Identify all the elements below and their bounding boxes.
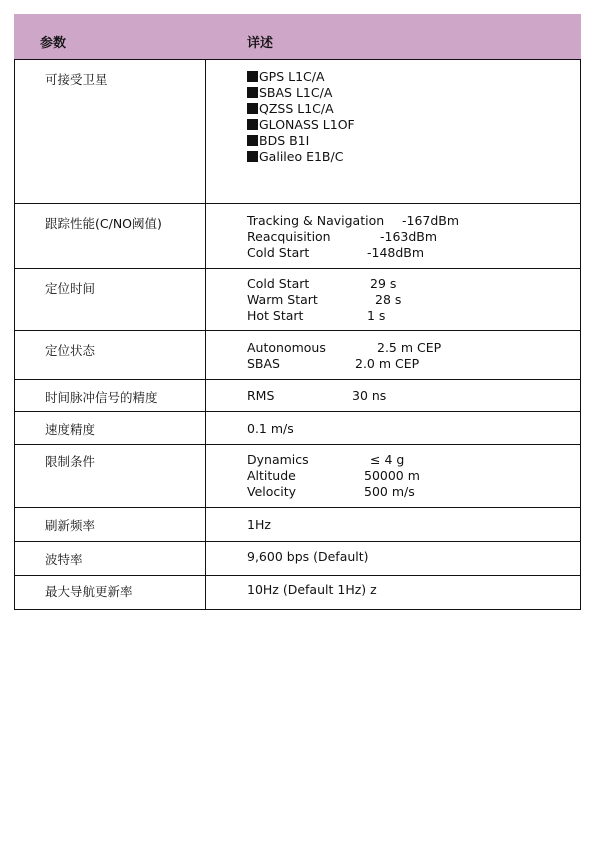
list-item: GPS L1C/A: [247, 69, 355, 85]
row-value: 10Hz (Default 1Hz) z: [247, 582, 377, 597]
row-value: 1Hz: [247, 517, 271, 532]
list-item: SBAS L1C/A: [247, 85, 355, 101]
row-value: Dynamics ≤ 4 g Altitude 50000 m Velocity 500 m/s: [247, 452, 420, 499]
table-row: [15, 379, 580, 411]
row-value: Cold Start 29 s Warm Start 28 s Hot Start 1 s: [247, 276, 402, 323]
square-bullet-icon: [247, 119, 258, 130]
row-value: 0.1 m/s: [247, 421, 294, 436]
table-row: [15, 541, 580, 575]
row-value: Autonomous 2.5 m CEP SBAS 2.0 m CEP: [247, 340, 442, 371]
table-row: [15, 268, 580, 330]
list-item: Galileo E1B/C: [247, 149, 355, 165]
row-label: 最大导航更新率: [45, 584, 133, 599]
table-row: [15, 203, 580, 268]
row-value: Tracking & Navigation -167dBm Reacquisition -163dBm Cold Start -148dBm: [247, 213, 460, 260]
square-bullet-icon: [247, 135, 258, 146]
row-label: 定位时间: [45, 281, 96, 296]
square-bullet-icon: [247, 103, 258, 114]
table-header: [14, 14, 581, 59]
row-value: RMS 30 ns: [247, 388, 387, 403]
satellite-list: [247, 69, 355, 165]
row-label: 时间脉冲信号的精度: [45, 390, 158, 405]
table-row: [15, 507, 580, 541]
param-column-header: 参数: [40, 36, 67, 51]
square-bullet-icon: [247, 87, 258, 98]
row-label: 可接受卫星: [45, 72, 108, 87]
desc-column-header: 详述: [247, 36, 274, 51]
row-label: 刷新频率: [45, 518, 96, 533]
row-label: 定位状态: [45, 343, 96, 358]
row-value: 9,600 bps (Default): [247, 549, 369, 564]
square-bullet-icon: [247, 71, 258, 82]
spec-table: [14, 59, 581, 610]
list-item: QZSS L1C/A: [247, 101, 355, 117]
row-label: 限制条件: [45, 454, 96, 469]
row-label: 跟踪性能(C/NO阈值): [45, 216, 162, 231]
table-row: [15, 444, 580, 507]
list-item: BDS B1I: [247, 133, 355, 149]
row-label: 速度精度: [45, 422, 96, 437]
table-row: [15, 60, 580, 203]
table-row: [15, 575, 580, 609]
square-bullet-icon: [247, 151, 258, 162]
table-row: [15, 330, 580, 379]
table-row: [15, 411, 580, 444]
row-label: 波特率: [45, 552, 83, 567]
list-item: GLONASS L1OF: [247, 117, 355, 133]
